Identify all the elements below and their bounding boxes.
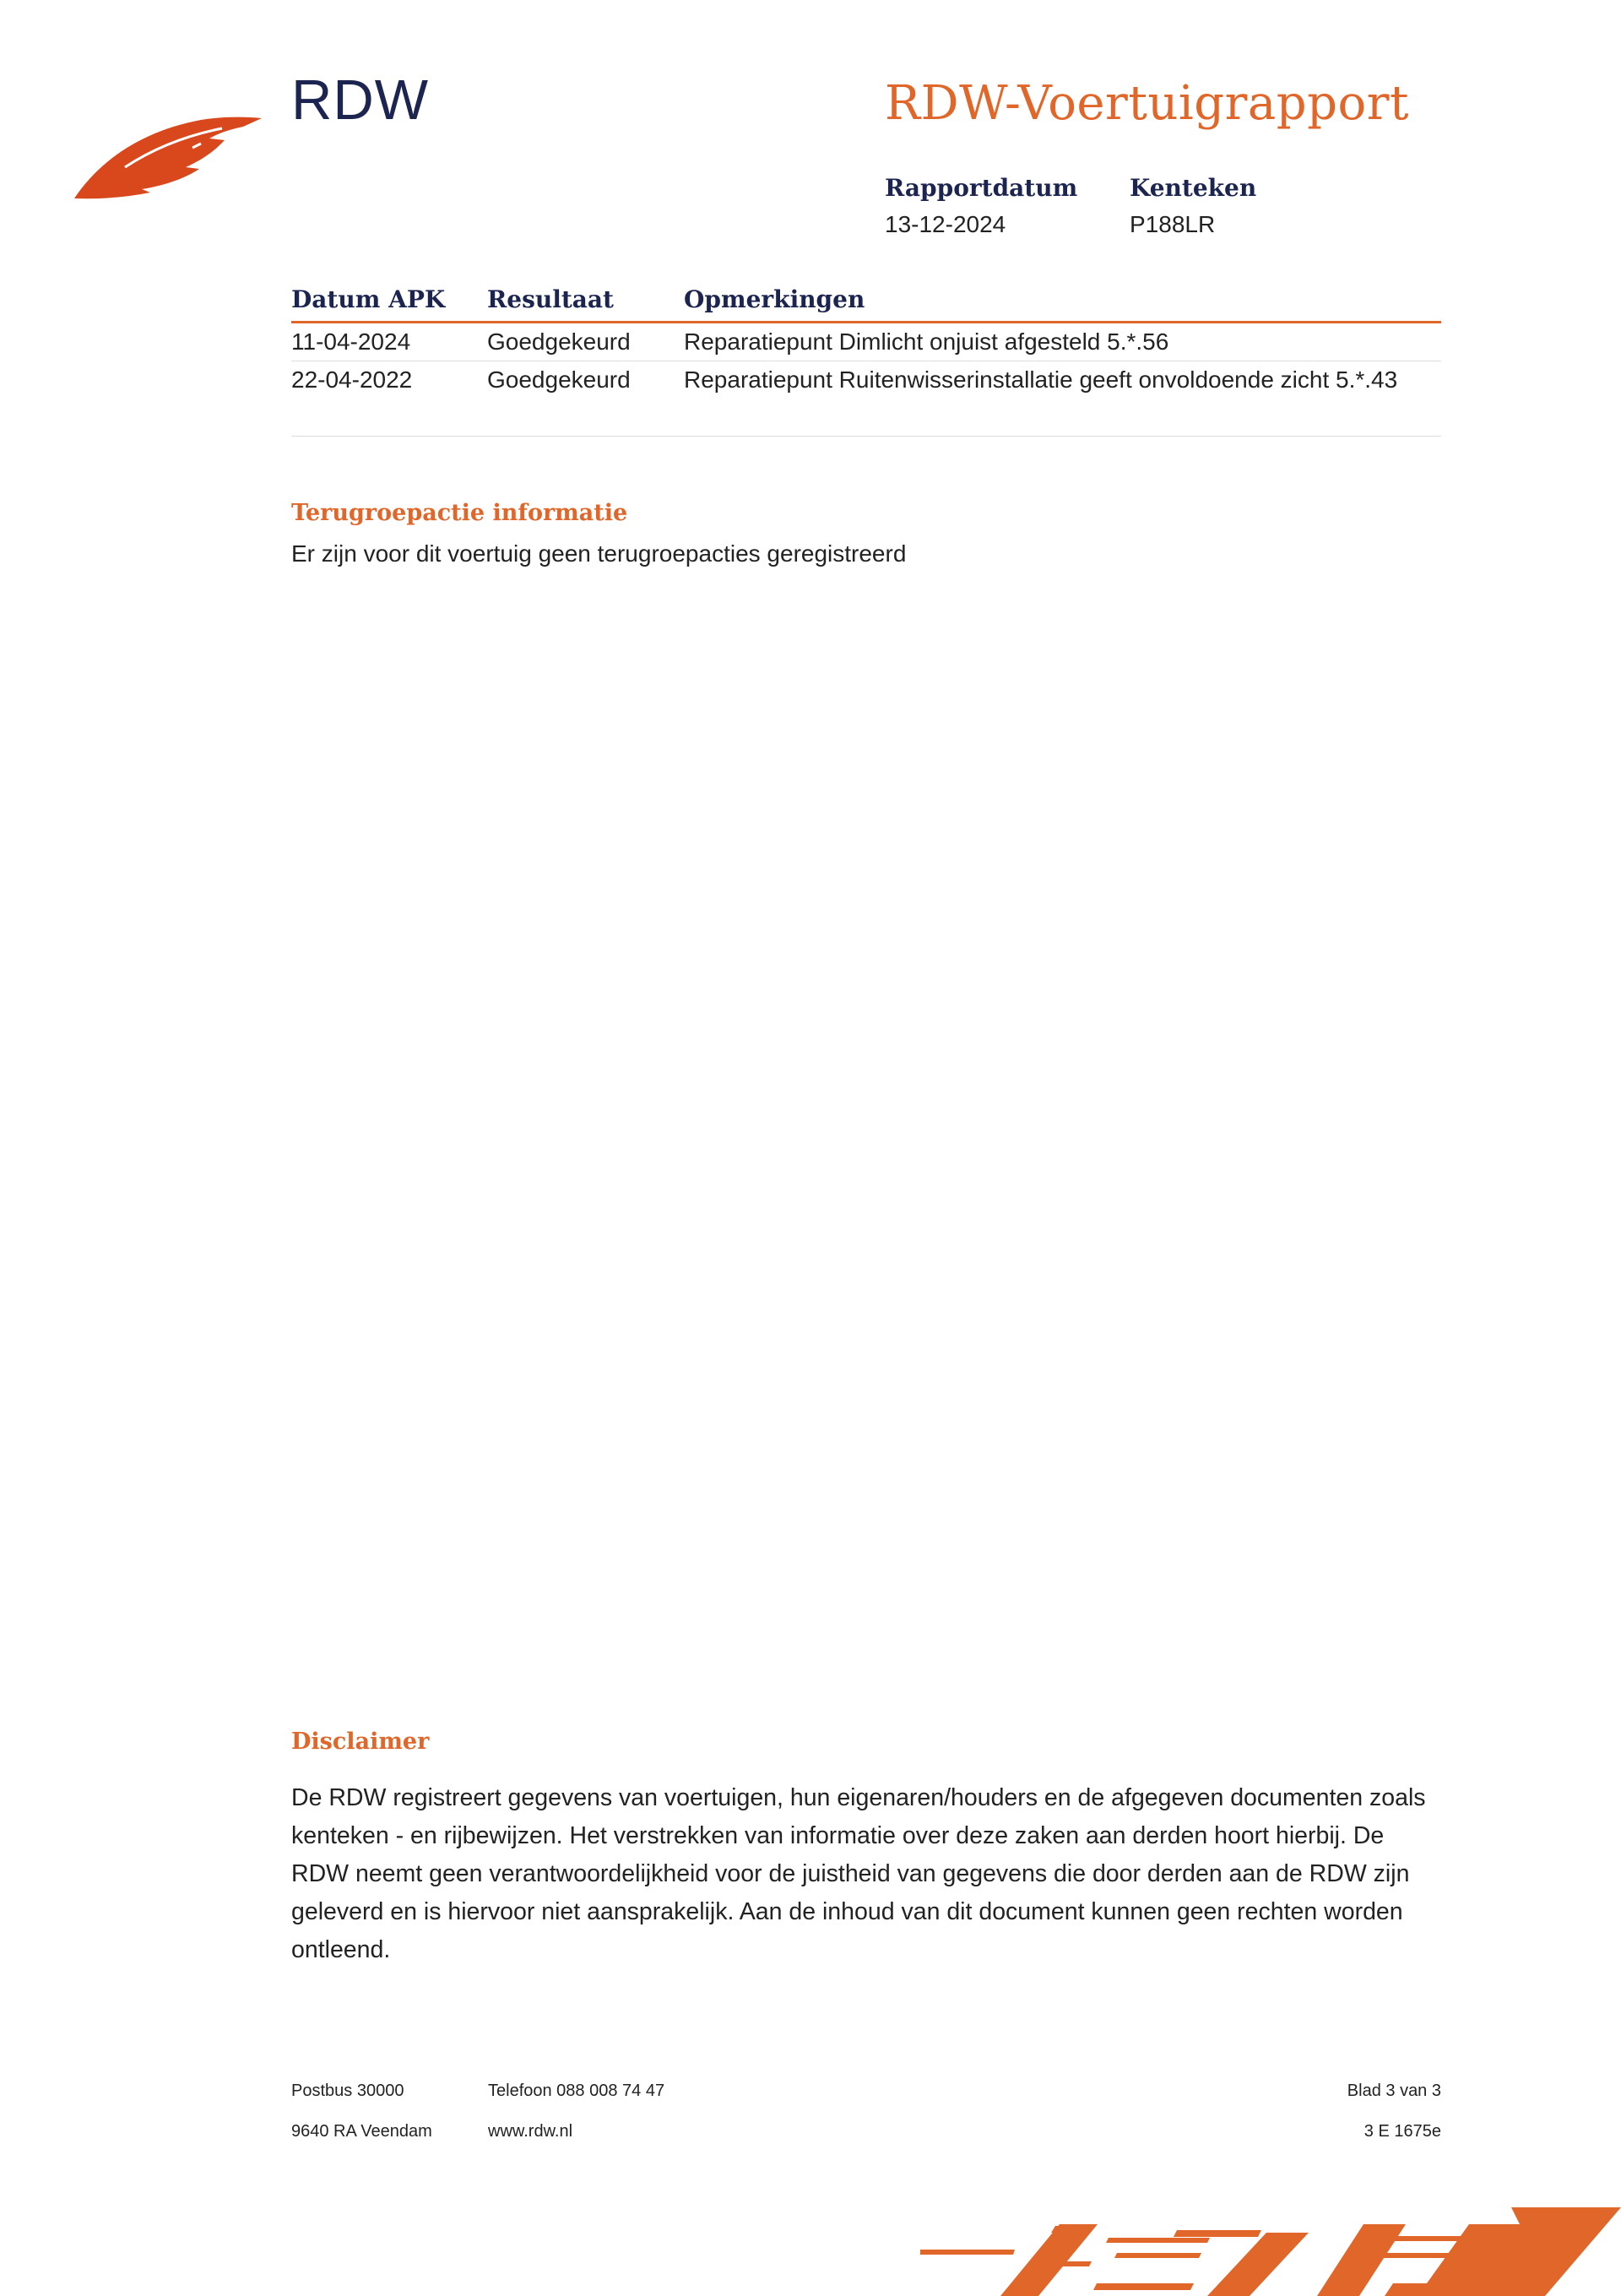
row-date: 11-04-2024 bbox=[291, 328, 411, 355]
footer-phone: Telefoon 088 008 74 47 bbox=[488, 2082, 665, 2100]
column-header-date: Datum APK bbox=[291, 285, 446, 313]
row-remark: Reparatiepunt Ruitenwisserinstallatie geeft onvoldoende zicht 5.*.43 bbox=[684, 366, 1398, 393]
column-header-result: Resultaat bbox=[487, 285, 614, 313]
plate-label: Kenteken bbox=[1130, 174, 1257, 202]
footer-city: 9640 RA Veendam bbox=[291, 2122, 432, 2141]
recall-title: Terugroepactie informatie bbox=[291, 500, 628, 526]
report-date-label: Rapportdatum bbox=[885, 174, 1078, 202]
apk-table bbox=[291, 282, 1441, 437]
recall-text: Er zijn voor dit voertuig geen terugroepacties geregistreerd bbox=[291, 540, 907, 567]
footer-website[interactable]: www.rdw.nl bbox=[488, 2122, 573, 2141]
plate-value: P188LR bbox=[1130, 211, 1216, 237]
row-result: Goedgekeurd bbox=[487, 328, 631, 355]
table-row bbox=[291, 361, 1441, 437]
footer-postbus: Postbus 30000 bbox=[291, 2082, 404, 2100]
disclaimer-text: De RDW registreert gegevens van voertuigen, hun eigenaren/houders en de afgegeven documenten zoals kenteken - en rijbewijzen. Het verstrekken van informatie over deze zaken aan derden hoort hierbij. De RDW neemt geen verantwoordelijkheid voor de juistheid van gegevens die door derden aan de RDW zijn geleverd en is hiervoor niet aansprakelijk. Aan de inhoud van dit document kunnen geen rechten worden ontleend. bbox=[291, 1784, 1426, 1963]
rdw-wing-icon bbox=[74, 101, 264, 204]
rdw-stripes-decoration bbox=[920, 2207, 1621, 2296]
report-date-value: 13-12-2024 bbox=[885, 211, 1006, 237]
column-header-remarks: Opmerkingen bbox=[684, 285, 865, 313]
table-header bbox=[291, 282, 1441, 323]
row-remark: Reparatiepunt Dimlicht onjuist afgesteld 5.*.56 bbox=[684, 328, 1169, 355]
row-result: Goedgekeurd bbox=[487, 366, 631, 393]
footer-document-code: 3 E 1675e bbox=[1363, 2122, 1441, 2141]
brand-name: RDW bbox=[291, 68, 430, 132]
footer-page-number: Blad 3 van 3 bbox=[1347, 2082, 1441, 2100]
table-row bbox=[291, 323, 1441, 361]
row-date: 22-04-2022 bbox=[291, 366, 413, 393]
report-title: RDW-Voertuigrapport bbox=[885, 76, 1409, 131]
disclaimer-title: Disclaimer bbox=[291, 1729, 430, 1755]
